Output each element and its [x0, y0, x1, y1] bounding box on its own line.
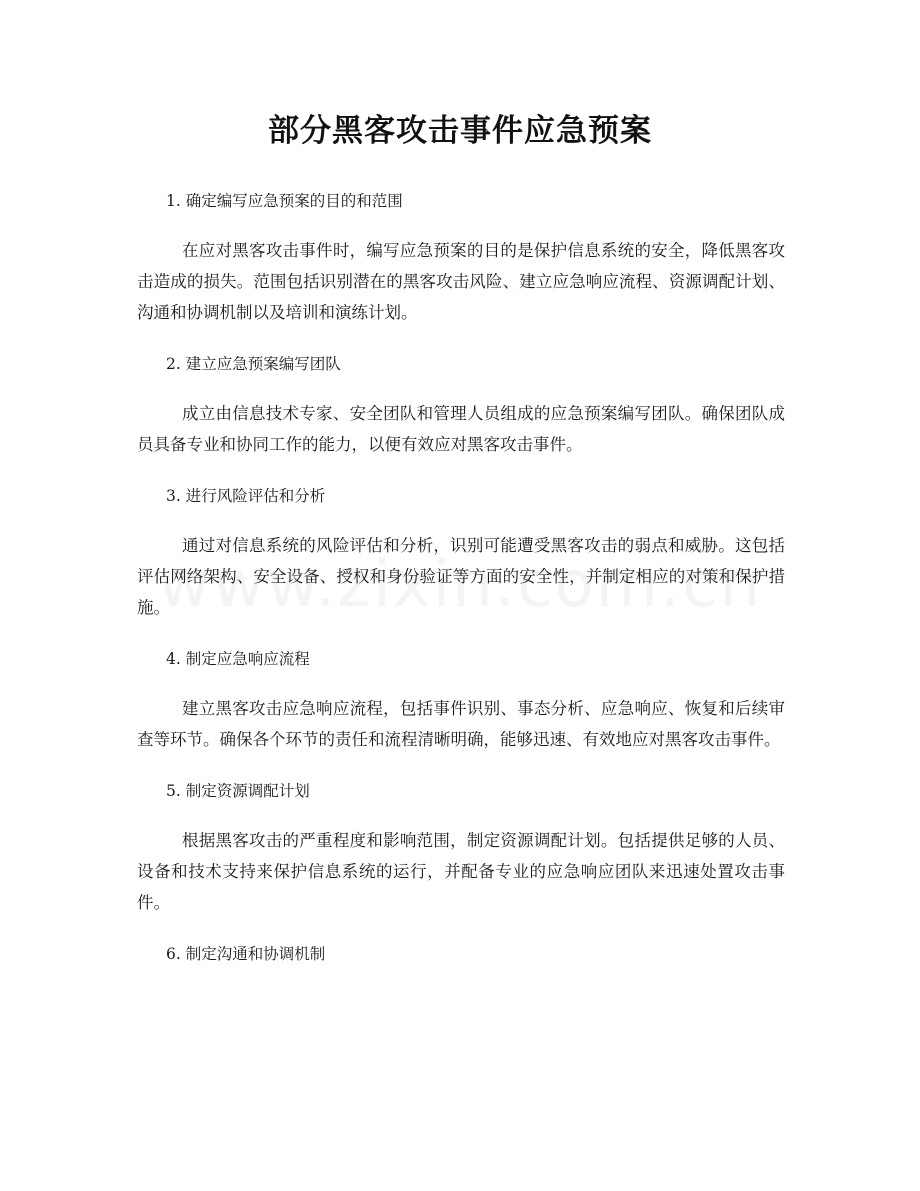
section-heading-5: 5. 制定资源调配计划 [166, 782, 310, 800]
section-heading-3: 3. 进行风险评估和分析 [166, 487, 326, 505]
section-heading-2: 2. 建立应急预案编写团队 [166, 355, 341, 373]
section-heading-4: 4. 制定应急响应流程 [166, 650, 310, 668]
section-heading-6: 6. 制定沟通和协调机制 [166, 945, 326, 963]
section-body-2: 成立由信息技术专家、安全团队和管理人员组成的应急预案编写团队。确保团队成员具备专业和协同工作的能力，以便有效应对黑客攻击事件。 [137, 404, 785, 454]
document-body [137, 186, 785, 969]
section-body-5: 根据黑客攻击的严重程度和影响范围，制定资源调配计划。包括提供足够的人员、设备和技术支持来保护信息系统的运行，并配备专业的应急响应团队来迅速处置攻击事件。 [137, 831, 785, 912]
section-body-4: 建立黑客攻击应急响应流程，包括事件识别、事态分析、应急响应、恢复和后续审查等环节。确保各个环节的责任和流程清晰明确，能够迅速、有效地应对黑客攻击事件。 [137, 699, 785, 749]
section-heading-1: 1. 确定编写应急预案的目的和范围 [166, 192, 403, 210]
section-body-3: 通过对信息系统的风险评估和分析，识别可能遭受黑客攻击的弱点和威胁。这包括评估网络架构、安全设备、授权和身份验证等方面的安全性，并制定相应的对策和保护措施。 [137, 536, 785, 617]
page-title: 部分黑客攻击事件应急预案 [268, 113, 652, 149]
section-body-1: 在应对黑客攻击事件时，编写应急预案的目的是保护信息系统的安全，降低黑客攻击造成的损失。范围包括识别潜在的黑客攻击风险、建立应急响应流程、资源调配计划、沟通和协调机制以及培训和演练计划。 [137, 241, 785, 322]
